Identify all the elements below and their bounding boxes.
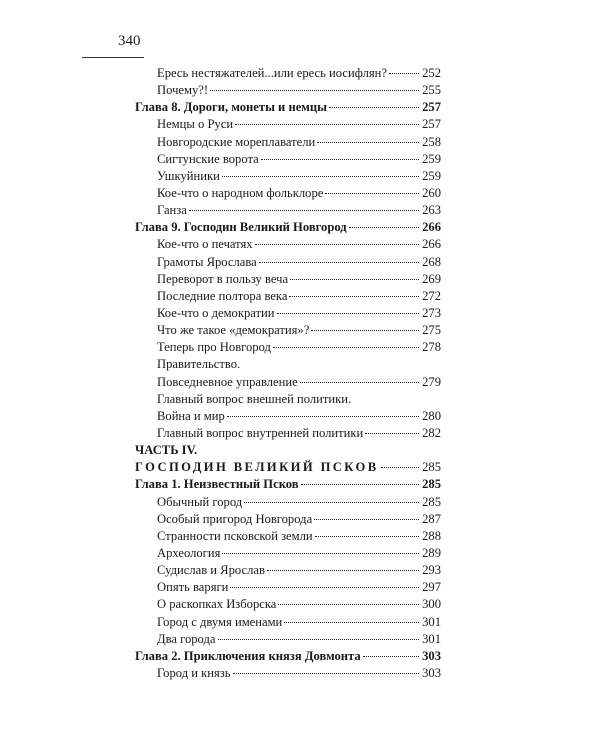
toc-entry <box>135 134 441 151</box>
toc-entry-label: Последние полтора века <box>157 288 288 303</box>
toc-entry-label: Главный вопрос внешней политики. <box>157 391 352 406</box>
toc-entry <box>135 185 441 202</box>
toc-entry-page: 285 <box>422 494 441 509</box>
toc-entry-label: ГОСПОДИН ВЕЛИКИЙ ПСКОВ <box>135 460 379 475</box>
toc-entry-page: 280 <box>422 408 441 423</box>
toc-entry-label: Судислав и Ярослав <box>157 563 265 578</box>
toc-entry-label: Переворот в пользу веча <box>157 271 289 286</box>
toc-entry <box>135 511 441 528</box>
toc-entry-page: 303 <box>422 648 441 663</box>
toc-entry-label: ЧАСТЬ IV. <box>135 443 198 458</box>
dot-leader <box>325 192 419 194</box>
toc-entry <box>135 425 441 442</box>
toc-entry-page: 258 <box>422 134 441 149</box>
dot-leader <box>284 621 419 623</box>
toc-entry-label: Правительство. <box>157 357 241 372</box>
toc-entry-label: Ересь нестяжателей...или ересь иосифлян? <box>157 66 387 80</box>
toc-entry-label: Город и князь <box>157 665 231 680</box>
toc-entry-label: Война и мир <box>157 408 225 423</box>
toc-entry-page: 285 <box>422 477 441 492</box>
toc-entry-label: Глава 1. Неизвестный Псков <box>135 477 299 492</box>
dot-leader <box>311 329 419 331</box>
dot-leader <box>278 603 419 605</box>
toc-part-title <box>135 459 441 476</box>
page-number: 340 <box>118 33 141 49</box>
dot-leader <box>235 123 419 125</box>
toc-entry-page: 285 <box>422 460 441 475</box>
toc-entry-label: Ганза <box>157 203 187 218</box>
toc-entry-page: 263 <box>422 203 441 218</box>
toc-entry-page: 303 <box>422 665 441 680</box>
dot-leader <box>329 106 419 108</box>
dot-leader <box>210 89 419 91</box>
toc-chapter <box>135 442 441 459</box>
toc-entry-page: 259 <box>422 151 441 166</box>
toc-entry-label: Кое-что о народном фольклоре <box>157 185 324 200</box>
toc-entry-label: Что же такое «демократия»? <box>157 323 310 338</box>
toc-entry-label: Опять варяги <box>157 580 229 595</box>
toc-entry-page: 293 <box>422 563 441 578</box>
toc-entry-page: 260 <box>422 185 441 200</box>
toc-entry <box>135 631 441 648</box>
toc-entry-page: 266 <box>422 220 441 235</box>
toc-entry-page: 279 <box>422 374 441 389</box>
toc-entry-label: Город с двумя именами <box>157 614 283 629</box>
toc-entry-page: 300 <box>422 597 441 612</box>
toc-entry-label: Теперь про Новгород <box>157 340 271 355</box>
toc-entry-page: 257 <box>422 117 441 132</box>
toc-entry <box>135 116 441 133</box>
toc-entry-page: 259 <box>422 168 441 183</box>
toc-entry-page: 288 <box>422 528 441 543</box>
dot-leader <box>222 175 419 177</box>
dot-leader <box>189 209 419 211</box>
toc-entry-label: Кое-что о демократии <box>157 305 275 320</box>
toc-chapter <box>135 219 441 236</box>
header-rule <box>82 57 144 58</box>
toc-entry <box>135 408 441 425</box>
dot-leader <box>261 158 419 160</box>
toc-entry <box>135 339 441 356</box>
toc-chapter <box>135 648 441 665</box>
toc-entry-label: Сигтунские ворота <box>157 151 259 166</box>
dot-leader <box>267 569 419 571</box>
dot-leader <box>381 466 419 468</box>
dot-leader <box>222 552 419 554</box>
toc-entry-label: Два города <box>157 631 216 646</box>
dot-leader <box>277 312 420 314</box>
toc-entry <box>135 596 441 613</box>
toc-entry <box>135 391 441 408</box>
toc-entry <box>135 322 441 339</box>
dot-leader <box>273 346 419 348</box>
toc-entry-page: 282 <box>422 425 441 440</box>
toc-entry <box>135 494 441 511</box>
toc-entry-label: Повседневное управление <box>157 374 298 389</box>
toc-entry <box>135 288 441 305</box>
toc-entry-label: Археология <box>157 545 221 560</box>
toc-entry-label: О раскопках Изборска <box>157 597 277 612</box>
dot-leader <box>349 226 419 228</box>
toc-entry-page: 257 <box>422 100 441 115</box>
toc-entry <box>135 374 441 391</box>
dot-leader <box>244 501 419 503</box>
toc-entry-label: Ушкуйники <box>157 168 220 183</box>
toc-entry <box>135 254 441 271</box>
toc-entry-label: Глава 8. Дороги, монеты и немцы <box>135 100 327 115</box>
toc-entry-page: 252 <box>422 66 441 80</box>
toc-entry-label: Новгородские мореплаватели <box>157 134 316 149</box>
dot-leader <box>317 141 419 143</box>
table-of-contents <box>135 65 441 682</box>
toc-entry-label: Обычный город <box>157 494 243 509</box>
toc-entry <box>135 168 441 185</box>
toc-entry <box>135 151 441 168</box>
dot-leader <box>218 638 420 640</box>
dot-leader <box>290 278 419 280</box>
toc-entry-label: Главный вопрос внутренней политики <box>157 425 364 440</box>
toc-entry-page: 287 <box>422 511 441 526</box>
dot-leader <box>301 483 419 485</box>
toc-entry <box>135 271 441 288</box>
toc-entry-page: 273 <box>422 305 441 320</box>
dot-leader <box>315 535 419 537</box>
toc-entry-label: Глава 2. Приключения князя Довмонта <box>135 648 361 663</box>
toc-entry <box>135 236 441 253</box>
dot-leader <box>259 261 419 263</box>
toc-chapter <box>135 476 441 493</box>
toc-entry-label: Немцы о Руси <box>157 117 234 132</box>
toc-entry-page: 297 <box>422 580 441 595</box>
toc-entry-page: 301 <box>422 614 441 629</box>
toc-entry-label: Особый пригород Новгорода <box>157 511 313 526</box>
dot-leader <box>227 415 419 417</box>
dot-leader <box>314 518 419 520</box>
toc-entry <box>135 305 441 322</box>
toc-entry <box>135 356 441 373</box>
toc-entry-page: 266 <box>422 237 441 252</box>
dot-leader <box>363 655 419 657</box>
toc-entry <box>135 562 441 579</box>
dot-leader <box>300 381 419 383</box>
toc-entry-page: 278 <box>422 340 441 355</box>
toc-entry-page: 272 <box>422 288 441 303</box>
dot-leader <box>233 672 419 674</box>
dot-leader <box>255 243 419 245</box>
toc-entry <box>135 665 441 682</box>
toc-entry <box>135 82 441 99</box>
toc-entry-page: 289 <box>422 545 441 560</box>
dot-leader <box>389 72 419 74</box>
toc-entry-page: 269 <box>422 271 441 286</box>
toc-entry-label: Кое-что о печатях <box>157 237 253 252</box>
toc-entry-label: Почему?! <box>157 83 209 98</box>
toc-entry-page: 275 <box>422 323 441 338</box>
toc-entry-page: 301 <box>422 631 441 646</box>
dot-leader <box>365 432 419 434</box>
toc-entry-label: Грамоты Ярослава <box>157 254 257 269</box>
dot-leader <box>230 586 419 588</box>
toc-entry-label: Глава 9. Господин Великий Новгород <box>135 220 347 235</box>
toc-chapter <box>135 99 441 116</box>
toc-entry <box>135 528 441 545</box>
toc-entry-page: 268 <box>422 254 441 269</box>
toc-entry <box>135 579 441 596</box>
dot-leader <box>289 295 419 297</box>
toc-entry <box>135 202 441 219</box>
toc-entry <box>135 614 441 631</box>
toc-entry-page: 255 <box>422 83 441 98</box>
toc-entry <box>135 545 441 562</box>
toc-entry-label: Странности псковской земли <box>157 528 313 543</box>
toc-entry <box>135 65 441 82</box>
